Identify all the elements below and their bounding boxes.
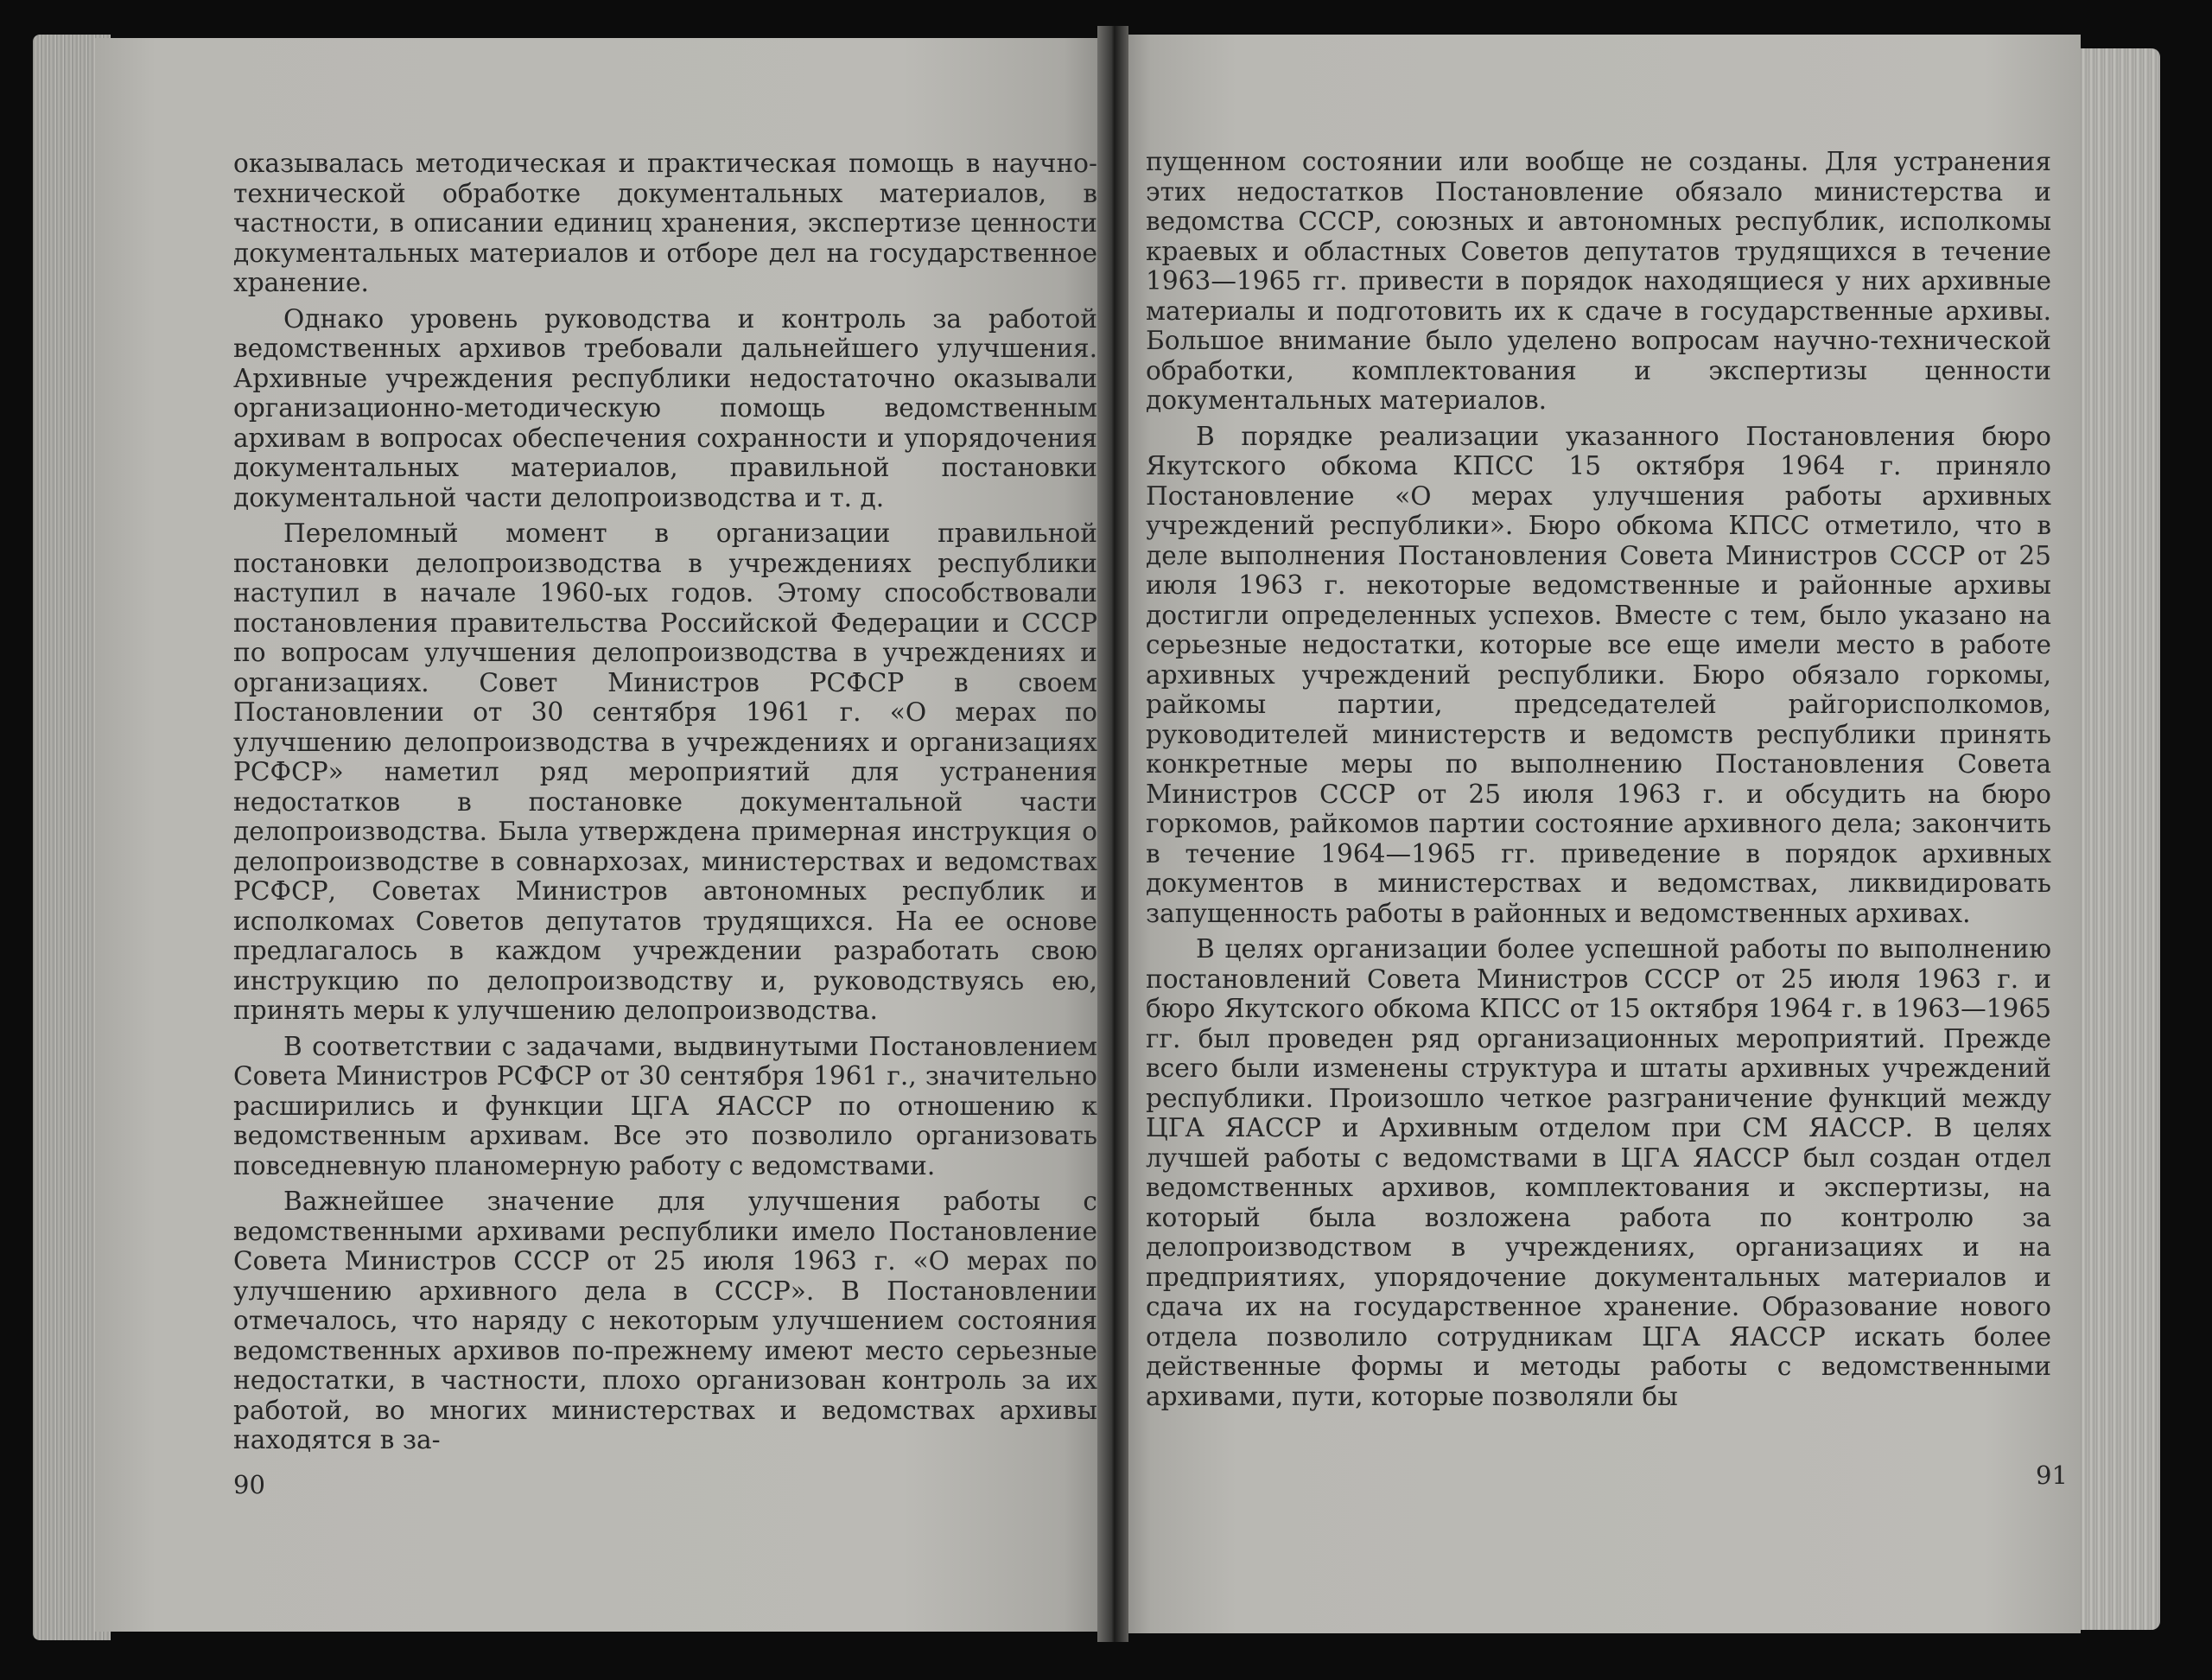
paragraph: В порядке реализации указанного Постановления бюро Якутского обкома КПСС 15 октября 1964 г. приняло Постановление «О мерах улучшения работы архивных учреждений республики». Бюро обкома КПСС отметило, что в деле выполнения Постановления Совета Министров СССР от 25 июля 1963 г. некоторые ведомственные и районные архивы достигли определенных успехов. Вместе с тем, было указано на серьезные недостатки, которые все еще имели место в работе архивных учреждений республики. Бюро обязало горкомы, райкомы партии, председателей райгорисполкомов, руководителей министерств и ведомств республики принять конкретные меры по выполнению Постановления Совета Министров СССР от 25 июля 1963 г. и обсудить на бюро горкомов, райкомов партии состояние архивного дела; закончить в течение 1964—1965 гг. приведение в порядок архивных документов в министерствах и ведомствах, ликвидировать запущенность работы в районных и ведомственных архивах. [1146, 421, 2051, 928]
right-page [1122, 35, 2081, 1633]
paragraph: Однако уровень руководства и контроль за работой ведомственных архивов требовали дальнейшего улучшения. Архивные учреждения республики недостаточно оказывали организационно-методическую помощь ведомственным архивам в вопросах обеспечения сохранности и упорядочения документальных материалов, правильной постановки документальной части делопроизводства и т. д. [233, 303, 1097, 512]
book-gutter [1097, 26, 1128, 1642]
left-page-text [233, 149, 1097, 1461]
left-page [95, 38, 1104, 1632]
paragraph: пущенном состоянии или вообще не созданы. Для устранения этих недостатков Постановление обязало министерства и ведомства СССР, союзных и автономных республик, исполкомы краевых и областных Советов депутатов трудящихся в течение 1963—1965 гг. привести в порядок находящиеся у них архивные материалы и подготовить их к сдаче в государственные архивы. Большое внимание было уделено вопросам научно-технической обработки, комплектования и экспертизы ценности документальных материалов. [1146, 147, 2051, 415]
page-number: 91 [2036, 1460, 2068, 1490]
paragraph: Важнейшее значение для улучшения работы с ведомственными архивами республики имело Постановление Совета Министров СССР от 25 июля 1963 г. «О мерах по улучшению архивного дела в СССР». В Постановлении отмечалось, что наряду с некоторым улучшением состояния ведомственных архивов по-прежнему имеют место серьезные недостатки, в частности, плохо организован контроль за их работой, во многих министерствах и ведомствах архивы находятся в за- [233, 1187, 1097, 1454]
paragraph: оказывалась методическая и практическая помощь в научно-технической обработке документальных материалов, в частности, в описании единиц хранения, экспертизе ценности документальных материалов и отборе дел на государственное хранение. [233, 149, 1097, 297]
paragraph: В соответствии с задачами, выдвинутыми Постановлением Совета Министров РСФСР от 30 сентября 1961 г., значительно расширились и функции ЦГА ЯАССР по отношению к ведомственным архивам. Все это позволило организовать повседневную планомерную работу с ведомствами. [233, 1031, 1097, 1180]
page-number: 90 [233, 1470, 265, 1499]
paragraph: В целях организации более успешной работы по выполнению постановлений Совета Министров СССР от 25 июля 1963 г. и бюро Якутского обкома КПСС от 15 октября 1964 г. в 1963—1965 гг. был проведен ряд организационных мероприятий. Прежде всего были изменены структура и штаты архивных учреждений республики. Произошло четкое разграничение функций между ЦГА ЯАССР и Архивным отделом при СМ ЯАССР. В целях лучшей работы с ведомствами в ЦГА ЯАССР был создан отдел ведомственных архивов, комплектования и экспертизы, на который была возложена работа по контролю за делопроизводством в учреждениях, организациях и на предприятиях, упорядочение документальных материалов и сдача их на государственное хранение. Образование нового отдела позволило сотрудникам ЦГА ЯАССР искать более действенные формы и методы работы с ведомственными архивами, пути, которые позволяли бы [1146, 934, 2051, 1411]
paragraph: Переломный момент в организации правильной постановки делопроизводства в учреждениях республики наступил в начале 1960-ых годов. Этому способствовали постановления правительства Российской Федерации и СССР по вопросам улучшения делопроизводства в учреждениях и организациях. Совет Министров РСФСР в своем Постановлении от 30 сентября 1961 г. «О мерах по улучшению делопроизводства в учреждениях и организациях РСФСР» наметил ряд мероприятий для устранения недостатков в постановке документальной части делопроизводства. Была утверждена примерная инструкция о делопроизводстве в совнархозах, министерствах и ведомствах РСФСР, Советах Министров автономных республик и исполкомах Советов депутатов трудящихся. На ее основе предлагалось в каждом учреждении разработать свою инструкцию по делопроизводству и, руководствуясь ею, принять меры к улучшению делопроизводства. [233, 519, 1097, 1025]
right-page-text [1146, 147, 2051, 1417]
